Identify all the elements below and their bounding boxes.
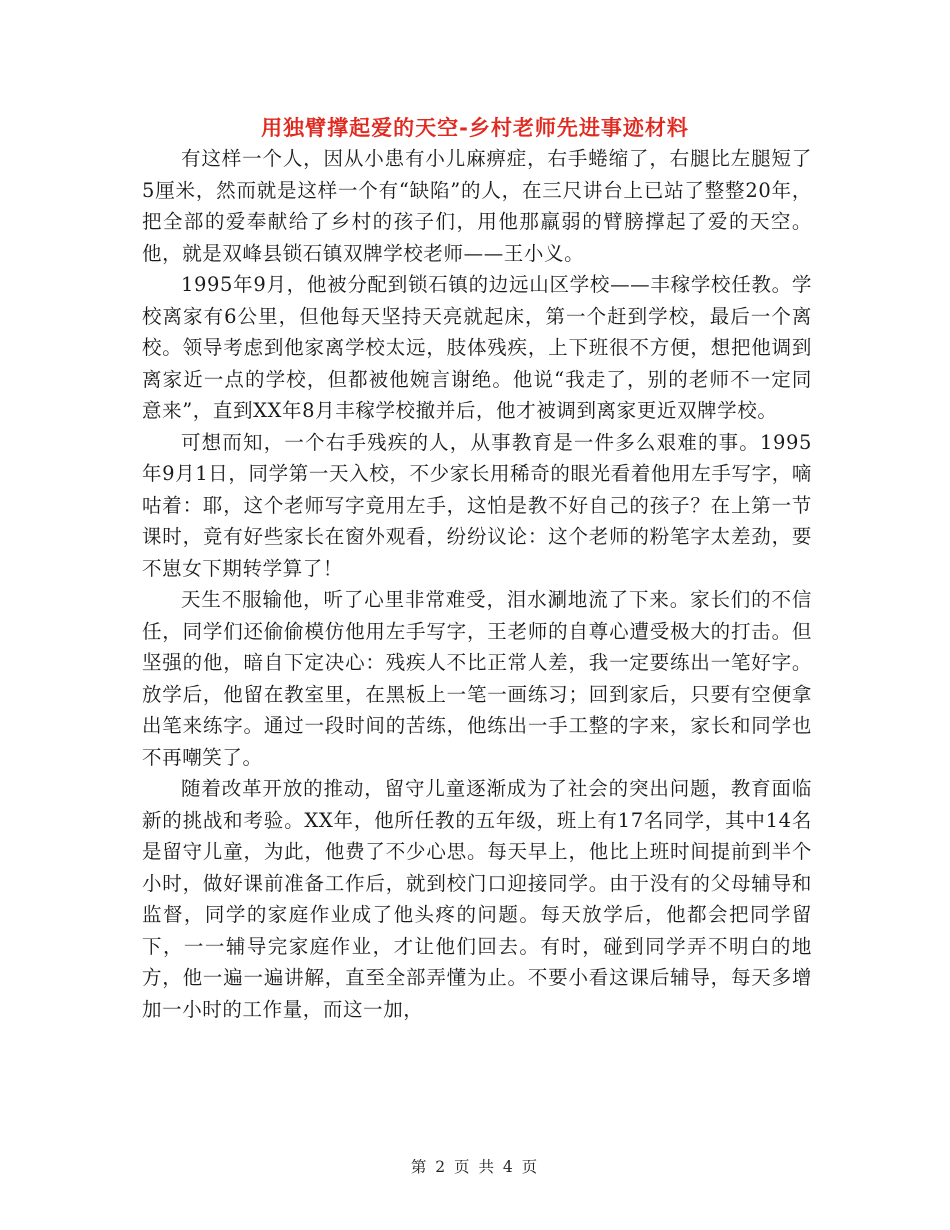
- document-title: 用独臂撑起爱的天空-乡村老师先进事迹材料: [261, 116, 689, 140]
- paragraph: 可想而知，一个右手残疾的人，从事教育是一件多么艰难的事。1995年9月1日，同学第一天入校，不少家长用稀奇的眼光看着他用左手写字，嘀咕着：耶，这个老师写字竟用左手，这怕是教不好自己的孩子？在上第一节课时，竟有好些家长在窗外观看，纷纷议论：这个老师的粉笔字太差劲，要不崽女下期转学算了！: [142, 430, 812, 580]
- paragraph: 随着改革开放的推动，留守儿童逐渐成为了社会的突出问题，教育面临新的挑战和考验。XX年，他所任教的五年级，班上有17名同学，其中14名是留守儿童，为此，他费了不少心思。每天早上，他比上班时间提前到半个小时，做好课前准备工作后，就到校门口迎接同学。由于没有的父母辅导和监督，同学的家庭作业成了他头疼的问题。每天放学后，他都会把同学留下，一一辅导完家庭作业，才让他们回去。有时，碰到同学弄不明白的地方，他一遍一遍讲解，直至全部弄懂为止。不要小看这课后辅导，每天多增加一小时的工作量，而这一加，: [142, 777, 812, 1021]
- page-number-footer: 第 2 页 共 4 页: [410, 1158, 540, 1176]
- paragraph: 天生不服输他，听了心里非常难受，泪水涮地流了下来。家长们的不信任，同学们还偷偷模仿他用左手写字，王老师的自尊心遭受极大的打击。但坚强的他，暗自下定决心：残疾人不比正常人差，我一定要练出一笔好字。放学后，他留在教室里，在黑板上一笔一画练习；回到家后，只要有空便拿出笔来练字。通过一段时间的苦练，他练出一手工整的字来，家长和同学也不再嘲笑了。: [142, 588, 812, 769]
- paragraph: 有这样一个人，因从小患有小儿麻痹症，右手蜷缩了，右腿比左腿短了5厘米，然而就是这样一个有“缺陷”的人，在三尺讲台上已站了整整20年，把全部的爱奉献给了乡村的孩子们，用他那羸弱的臂膀撑起了爱的天空。他，就是双峰县锁石镇双牌学校老师——王小义。: [142, 147, 812, 265]
- document-body: [142, 143, 812, 1025]
- paragraph: 1995年9月，他被分配到锁石镇的边远山区学校——丰稼学校任教。学校离家有6公里，但他每天坚持天亮就起床，第一个赶到学校，最后一个离校。领导考虑到他家离学校太远，肢体残疾，上下班很不方便，想把他调到离家近一点的学校，但都被他婉言谢绝。他说“我走了，别的老师不一定同意来”，直到XX年8月丰稼学校撤并后，他才被调到离家更近双牌学校。: [142, 273, 812, 422]
